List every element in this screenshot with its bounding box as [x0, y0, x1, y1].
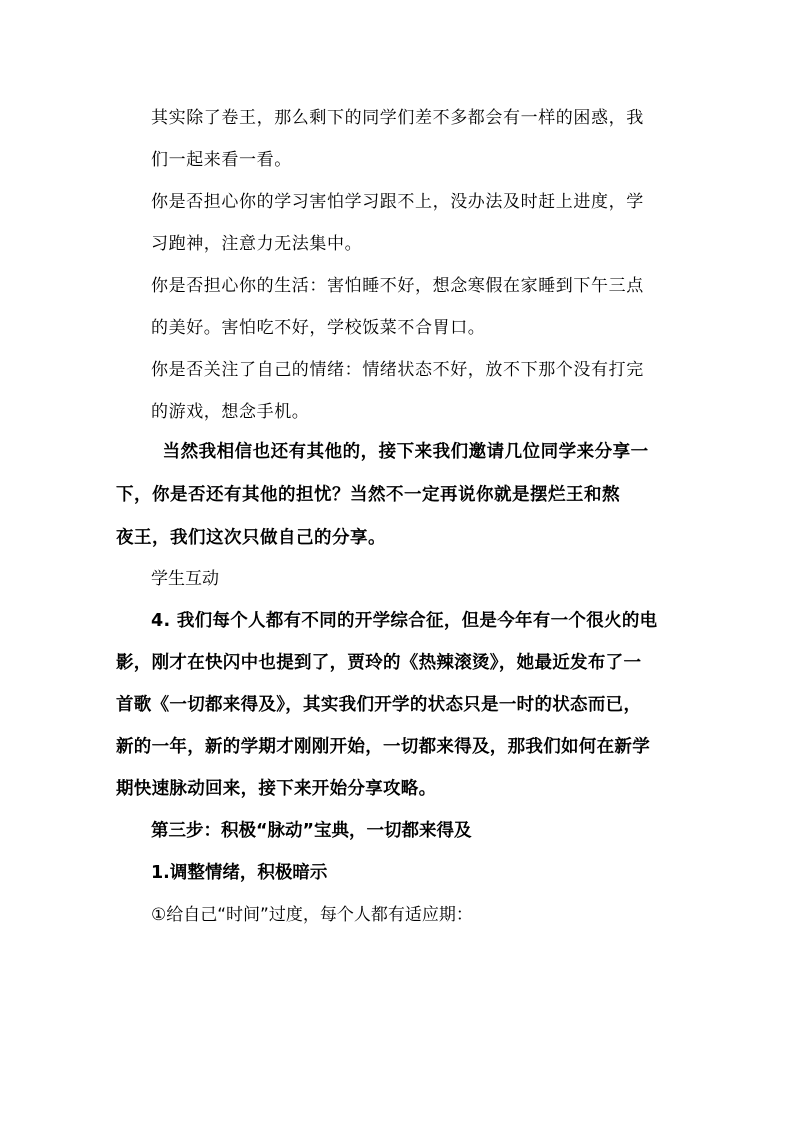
paragraph-line: 你是否关注了自己的情绪：情绪状态不好，放不下那个没有打完 — [151, 360, 644, 380]
step-heading: 第三步：积极“脉动”宝典，一切都来得及 — [151, 821, 472, 841]
paragraph-line: 你是否担心你的学习害怕学习跟不上，没办法及时赶上进度，学 — [151, 192, 644, 212]
section-label: 学生互动 — [151, 569, 219, 589]
paragraph-line: 当然我相信也还有其他的，接下来我们邀请几位同学来分享一 — [156, 442, 649, 462]
paragraph-line: 们一起来看一看。 — [151, 150, 292, 170]
paragraph-line: 你是否担心你的生活：害怕睡不好，想念寒假在家睡到下午三点 — [151, 276, 644, 296]
paragraph-line: 首歌《一切都来得及》，其实我们开学的状态只是一时的状态而已， — [116, 695, 642, 715]
paragraph-line: 新的一年，新的学期才刚刚开始，一切都来得及，那我们如何在新学 — [116, 737, 650, 757]
paragraph-line: 影，刚才在快闪中也提到了，贾玲的《热辣滚烫》，她最近发布了一 — [116, 653, 642, 673]
paragraph-line: 其实除了卷王，那么剩下的同学们差不多都会有一样的困惑，我 — [151, 108, 644, 128]
list-item: ①给自己“时间”过度，每个人都有适应期： — [151, 905, 473, 925]
subheading: 1.调整情绪，积极暗示 — [151, 863, 328, 883]
paragraph-line: 的美好。害怕吃不好，学校饭菜不合胃口。 — [151, 318, 486, 338]
paragraph-line: 习跑神，注意力无法集中。 — [151, 234, 363, 254]
paragraph-line: 的游戏，想念手机。 — [151, 402, 310, 422]
paragraph-line: 下，你是否还有其他的担忧？当然不一定再说你就是摆烂王和熬 — [116, 485, 620, 505]
paragraph-line: 4. 我们每个人都有不同的开学综合征，但是今年有一个很火的电 — [151, 611, 658, 631]
paragraph-line: 期快速脉动回来，接下来开始分享攻略。 — [116, 779, 437, 799]
paragraph-line: 夜王，我们这次只做自己的分享。 — [116, 528, 386, 548]
